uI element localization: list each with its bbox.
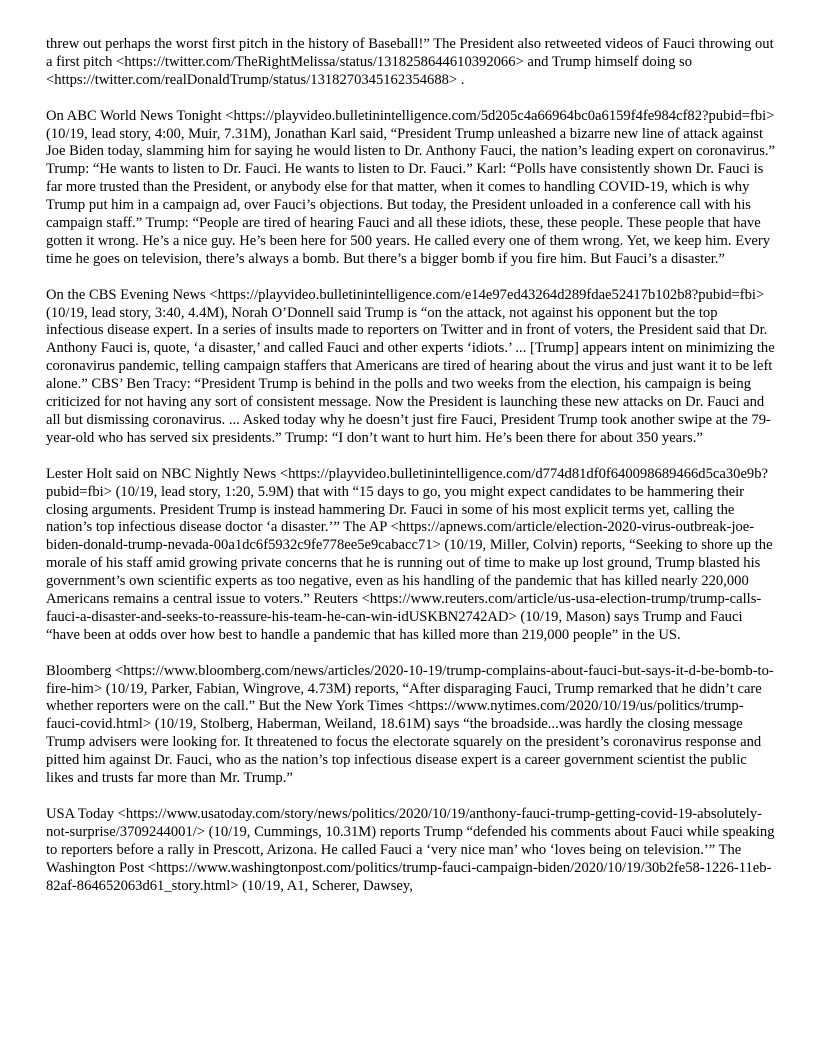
paragraph-first-pitch (46, 36, 776, 90)
paragraph-nbc-nightly-news (46, 466, 776, 645)
paragraph-usa-today-wapo (46, 806, 776, 896)
paragraph-text: On ABC World News Tonight <https://playvideo.bulletinintelligence.com/5d205c4a66964bc0a6159f4fe984cf82?pubid=fbi> (10/19, lead story, 4:00, Muir, 7.31M), Jonathan Karl said, “President Trump unleashed a bizarre new line of attack against Joe Biden today, slamming him for saying he would listen to Dr. Anthony Fauci, the nation’s leading expert on coronavirus.” Trump: “He wants to listen to Dr. Fauci. He wants to listen to Dr. Fauci.” Karl: “Polls have consistently shown Dr. Fauci is far more trusted than the President, or anybody else for that matter, when it comes to handling COVID-19, which is why Trump put him in a campaign ad, over Fauci’s objections. But today, the President unloaded in a conference call with his campaign staff.” Trump: “People are tired of hearing Fauci and all these idiots, these, these people. These people that have gotten it wrong. He’s a nice guy. He’s been here for 500 years. He called every one of them wrong. Yet, we keep him. Every time he goes on television, there’s always a bomb. But there’s a bigger bomb if you fire him. But Fauci’s a disaster.” (46, 107, 776, 267)
paragraph-cbs-evening-news (46, 287, 776, 448)
paragraph-text: Lester Holt said on NBC Nightly News <https://playvideo.bulletinintelligence.com/d774d81df0f640098689466d5ca30e9b?pubid=fbi> (10/19, lead story, 1:20, 5.9M) that with “15 days to go, you might expect candidates to be hammering their closing arguments. President Trump is instead hammering Dr. Fauci in some of his most explicit terms yet, calling the nation’s top infectious disease doctor ‘a disaster.’” The AP <https://apnews.com/article/election-2020-virus-outbreak-joe-biden-donald-trump-nevada-00a1dc6f5932c9fe778ee5e9cabacc71> (10/19, Miller, Colvin) reports, “Seeking to shore up the morale of his staff amid growing private concerns that he is running out of time to make up lost ground, Trump blasted his government’s own scientific experts as too negative, even as his handling of the pandemic that has killed nearly 220,000 Americans remains a central issue to voters.” Reuters <https://www.reuters.com/article/us-usa-election-trump/trump-calls-fauci-a-disaster-and-seeks-to-reassure-his-team-he-can-win-idUSKBN2742AD> (10/19, Mason) says Trump and Fauci “have been at odds over how best to handle a pandemic that has killed more than 219,000 people” in the US. (46, 465, 773, 643)
paragraph-abc-world-news (46, 108, 776, 269)
paragraph-text: On the CBS Evening News <https://playvideo.bulletinintelligence.com/e14e97ed43264d289fdae52417b102b8?pubid=fbi> (10/19, lead story, 3:40, 4.4M), Norah O’Donnell said Trump is “on the attack, not against his opponent but the top infectious disease expert. In a series of insults made to reporters on Twitter and in front of voters, the President said that Dr. Anthony Fauci is, quote, ‘a disaster,’ and called Fauci and other experts ‘idiots.’ ... [Trump] appears intent on minimizing the coronavirus pandemic, telling campaign staffers that Americans are tired of hearing about the virus and just want it to be left alone.” CBS’ Ben Tracy: “President Trump is behind in the polls and two weeks from the election, his campaign is being criticized for not having any sort of consistent message. Now the President is launching these new attacks on Dr. Fauci and all but dismissing coronavirus. ... Asked today why he doesn’t just fire Fauci, President Trump took another swipe at the 79-year-old who has served six presidents.” Trump: “I don’t want to hurt him. He’s been there for about 350 years.” (46, 286, 775, 446)
paragraph-text: USA Today <https://www.usatoday.com/story/news/politics/2020/10/19/anthony-fauci-trump-getting-covid-19-absolutely-not-surprise/3709244001/> (10/19, Cummings, 10.31M) reports Trump “defended his comments about Fauci while speaking to reporters before a rally in Prescott, Arizona. He called Fauci a ‘very nice man’ who ‘loves being on television.’” The Washington Post <https://www.washingtonpost.com/politics/trump-fauci-campaign-biden/2020/10/19/30b2fe58-1226-11eb-82af-864652063d61_story.html> (10/19, A1, Scherer, Dawsey, (46, 805, 775, 894)
paragraph-bloomberg-nyt (46, 663, 776, 788)
document-page (46, 36, 776, 895)
paragraph-text: threw out perhaps the worst first pitch in the history of Baseball!” The President also retweeted videos of Fauci throwing out a first pitch <https://twitter.com/TheRightMelissa/status/1318258644610392066> and Trump himself doing so <https://twitter.com/realDonaldTrump/status/1318270345162354688> . (46, 36, 774, 88)
paragraph-text: Bloomberg <https://www.bloomberg.com/news/articles/2020-10-19/trump-complains-about-fauci-but-says-it-d-be-bomb-to-fire-him> (10/19, Parker, Fabian, Wingrove, 4.73M) reports, “After disparaging Fauci, Trump remarked that he didn’t care whether reporters were on the call.” But the New York Times <https://www.nytimes.com/2020/10/19/us/politics/trump-fauci-covid.html> (10/19, Stolberg, Haberman, Weiland, 18.61M) says “the broadside...was hardly the closing message Trump advisers were looking for. It threatened to focus the electorate squarely on the president’s coronavirus response and pitted him against Dr. Fauci, who as the nation’s top infectious disease expert is a career government scientist the public likes and trusts far more than Mr. Trump.” (46, 662, 774, 787)
